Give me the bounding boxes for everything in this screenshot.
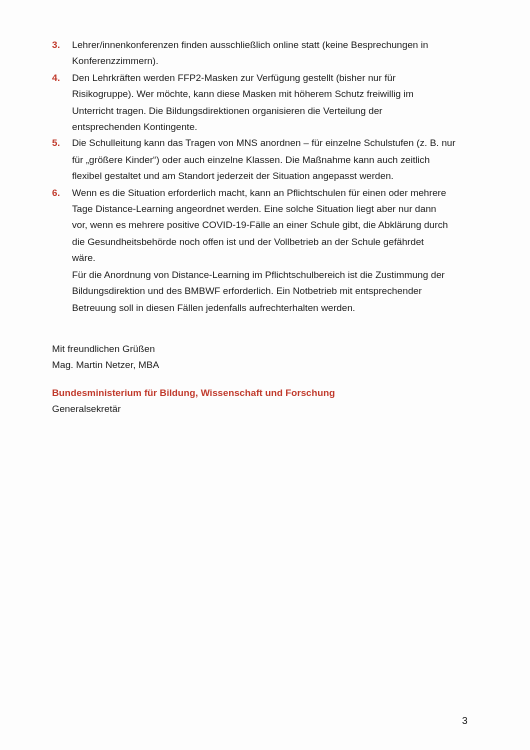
item-text xyxy=(72,71,482,137)
item-number: 6. xyxy=(52,187,61,199)
text-line: vor, wenn es mehrere positive COVID-19-Fälle an einer Schule gibt, die Abklärung durch xyxy=(72,220,448,232)
text-line: Bildungsdirektion und des BMBWF erforderlich. Ein Notbetrieb mit entsprechender xyxy=(72,286,422,298)
item-text xyxy=(72,136,482,185)
text-line: Konferenzzimmern). xyxy=(72,56,159,68)
signatory-title: Generalsekretär xyxy=(52,404,121,416)
item-text xyxy=(72,38,482,71)
list-item xyxy=(52,186,482,317)
item-continuation xyxy=(72,268,482,317)
signatory-name: Mag. Martin Netzer, MBA xyxy=(52,360,160,372)
organization-name: Bundesministerium für Bildung, Wissenschaft und Forschung xyxy=(52,388,335,399)
text-line: Den Lehrkräften werden FFP2-Masken zur Verfügung gestellt (bisher nur für xyxy=(72,72,396,84)
text-line: Die Schulleitung kann das Tragen von MNS anordnen – für einzelne Schulstufen (z. B. nur xyxy=(72,138,456,150)
greeting: Mit freundlichen Grüßen xyxy=(52,344,155,355)
text-line: wäre. xyxy=(72,253,96,265)
item-number: 5. xyxy=(52,138,61,150)
list-item xyxy=(52,71,482,137)
text-line: Unterricht tragen. Die Bildungsdirektionen organisieren die Verteilung der xyxy=(72,105,383,117)
text-line: Risikogruppe). Wer möchte, kann diese Masken mit höherem Schutz freiwillig im xyxy=(72,89,414,101)
item-text xyxy=(72,186,482,317)
list-item xyxy=(52,136,482,185)
text-line: Tage Distance-Learning angeordnet werden. Eine solche Situation liegt aber nur dann xyxy=(72,204,437,216)
item-number: 4. xyxy=(52,72,61,84)
text-line: Für die Anordnung von Distance-Learning im Pflichtschulbereich ist die Zustimmung der xyxy=(72,269,445,281)
text-line: flexibel gestaltet und am Standort jederzeit der Situation angepasst werden. xyxy=(72,171,394,183)
text-line: entsprechenden Kontingente. xyxy=(72,122,198,134)
item-number: 3. xyxy=(52,40,61,51)
numbered-list xyxy=(52,38,482,317)
list-item xyxy=(52,38,482,71)
page-number: 3 xyxy=(462,716,468,727)
text-line: Lehrer/innenkonferenzen finden ausschließlich online statt (keine Besprechungen in xyxy=(72,40,429,51)
signoff xyxy=(52,342,159,375)
text-line: die Gesundheitsbehörde noch offen ist und der Vollbetrieb an der Schule gefährdet xyxy=(72,236,424,248)
text-line: für „größere Kinder“) oder auch einzelne Klassen. Die Maßnahme kann auch zeitlich xyxy=(72,154,430,166)
text-line: Wenn es die Situation erforderlich macht, kann an Pflichtschulen für einen oder mehrere xyxy=(72,187,447,199)
organization-block xyxy=(52,386,335,419)
text-line: Betreuung soll in diesen Fällen jedenfalls aufrechterhalten werden. xyxy=(72,302,356,314)
